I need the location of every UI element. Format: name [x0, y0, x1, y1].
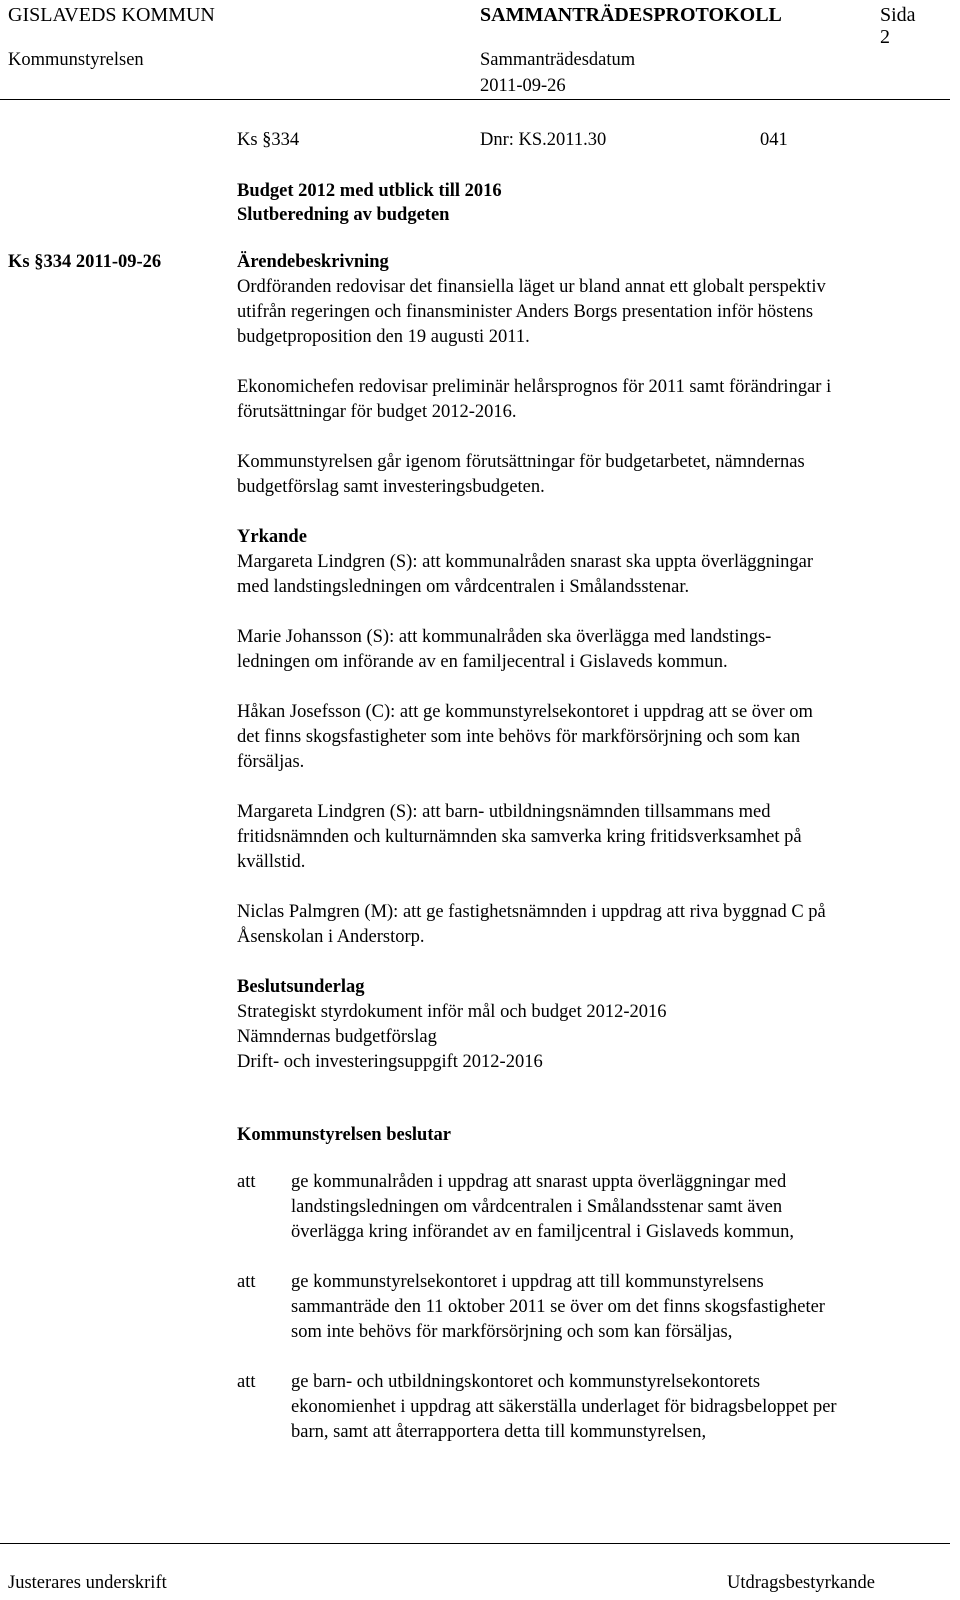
page-number: 2: [880, 26, 890, 48]
text-line: ge kommunstyrelsekontoret i uppdrag att till kommunstyrelsens: [291, 1272, 764, 1292]
section-heading: Beslutsunderlag: [237, 977, 365, 997]
document-list: [237, 1000, 937, 1075]
text-line: med landstingsledningen om vårdcentralen i Smålandsstenar.: [237, 577, 690, 597]
text-line: kvällstid.: [237, 852, 306, 872]
case-title: Budget 2012 med utblick till 2016: [237, 181, 502, 201]
paragraph: [237, 900, 937, 950]
text-line: Niclas Palmgren (M): att ge fastighetsnämnden i uppdrag att riva byggnad C på: [237, 902, 826, 922]
text-line: barn, samt att återrapportera detta till kommunstyrelsen,: [291, 1422, 707, 1442]
signature-label: Justerares underskrift: [8, 1573, 167, 1593]
text-line: Håkan Josefsson (C): att ge kommunstyrelsekontoret i uppdrag att se över om: [237, 702, 813, 722]
committee-name: Kommunstyrelsen: [8, 50, 144, 70]
text-line: Marie Johansson (S): att kommunalråden ska överlägga med landstings-: [237, 627, 772, 647]
decision-text: [291, 1370, 837, 1445]
text-line: Margareta Lindgren (S): att kommunalråden snarast ska uppta överläggningar: [237, 552, 814, 572]
list-item: Drift- och investeringsuppgift 2012-2016: [237, 1052, 543, 1072]
paragraph: [237, 800, 937, 875]
text-line: ekonomienhet i uppdrag att säkerställa underlaget för bidragsbeloppet per: [291, 1397, 837, 1417]
text-line: Ordföranden redovisar det finansiella läget ur bland annat ett globalt perspektiv: [237, 277, 826, 297]
paragraph: [237, 450, 937, 500]
paragraph: [237, 275, 937, 350]
text-line: förutsättningar för budget 2012-2016.: [237, 402, 517, 422]
list-item: Nämndernas budgetförslag: [237, 1027, 437, 1047]
decision-att-label: att: [237, 1172, 256, 1192]
text-line: försäljas.: [237, 752, 305, 772]
case-registration-number: Dnr: KS.2011.30: [480, 130, 607, 150]
text-line: som inte behövs för markförsörjning och som kan försäljas,: [291, 1322, 733, 1342]
text-line: utifrån regeringen och finansminister Anders Borgs presentation inför höstens: [237, 302, 814, 322]
footer-rule: [0, 1543, 950, 1544]
text-line: fritidsnämnden och kulturnämnden ska samverka kring fritidsverksamhet på: [237, 827, 802, 847]
paragraph: [237, 375, 937, 425]
header-rule: [0, 99, 950, 100]
extract-certification-label: Utdragsbestyrkande: [727, 1573, 875, 1593]
decision-att-label: att: [237, 1372, 256, 1392]
meeting-date: 2011-09-26: [480, 76, 566, 96]
text-line: ledningen om införande av en familjecentral i Gislaveds kommun.: [237, 652, 728, 672]
section-heading: Ärendebeskrivning: [237, 252, 389, 272]
text-line: Åsenskolan i Anderstorp.: [237, 927, 425, 947]
section-heading: Yrkande: [237, 527, 307, 547]
arende-section: [237, 250, 937, 1075]
text-line: Margareta Lindgren (S): att barn- utbildningsnämnden tillsammans med: [237, 802, 771, 822]
text-line: överlägga kring införandet av en familjcentral i Gislaveds kommun,: [291, 1222, 794, 1242]
paragraph: [237, 550, 937, 600]
paragraph: [237, 700, 937, 775]
text-line: landstingsledningen om vårdcentralen i Smålandsstenar samt även: [291, 1197, 783, 1217]
text-line: sammanträde den 11 oktober 2011 se över om det finns skogsfastigheter: [291, 1297, 825, 1317]
text-line: ge barn- och utbildningskontoret och kommunstyrelsekontorets: [291, 1372, 761, 1392]
meeting-date-label: Sammanträdesdatum: [480, 50, 636, 70]
decision-text: [291, 1270, 825, 1345]
text-line: budgetförslag samt investeringsbudgeten.: [237, 477, 545, 497]
text-line: det finns skogsfastigheter som inte behövs för markförsörjning och som kan: [237, 727, 801, 747]
case-subtitle: Slutberedning av budgeten: [237, 205, 450, 225]
case-paragraph: Ks §334: [237, 130, 300, 150]
text-line: Kommunstyrelsen går igenom förutsättningar för budgetarbetet, nämndernas: [237, 452, 805, 472]
text-line: ge kommunalråden i uppdrag att snarast uppta överläggningar med: [291, 1172, 787, 1192]
decision-text: [291, 1170, 794, 1245]
document-type: SAMMANTRÄDESPROTOKOLL: [480, 4, 782, 26]
margin-reference: Ks §334 2011-09-26: [8, 252, 162, 272]
org-name: GISLAVEDS KOMMUN: [8, 4, 215, 26]
text-line: Ekonomichefen redovisar preliminär helårsprognos för 2011 samt förändringar i: [237, 377, 832, 397]
case-code: 041: [760, 130, 788, 150]
decision-att-label: att: [237, 1272, 256, 1292]
decision-heading: Kommunstyrelsen beslutar: [237, 1125, 451, 1145]
list-item: Strategiskt styrdokument inför mål och budget 2012-2016: [237, 1002, 667, 1022]
page-label: Sida: [880, 4, 916, 26]
text-line: budgetproposition den 19 augusti 2011.: [237, 327, 530, 347]
paragraph: [237, 625, 937, 675]
